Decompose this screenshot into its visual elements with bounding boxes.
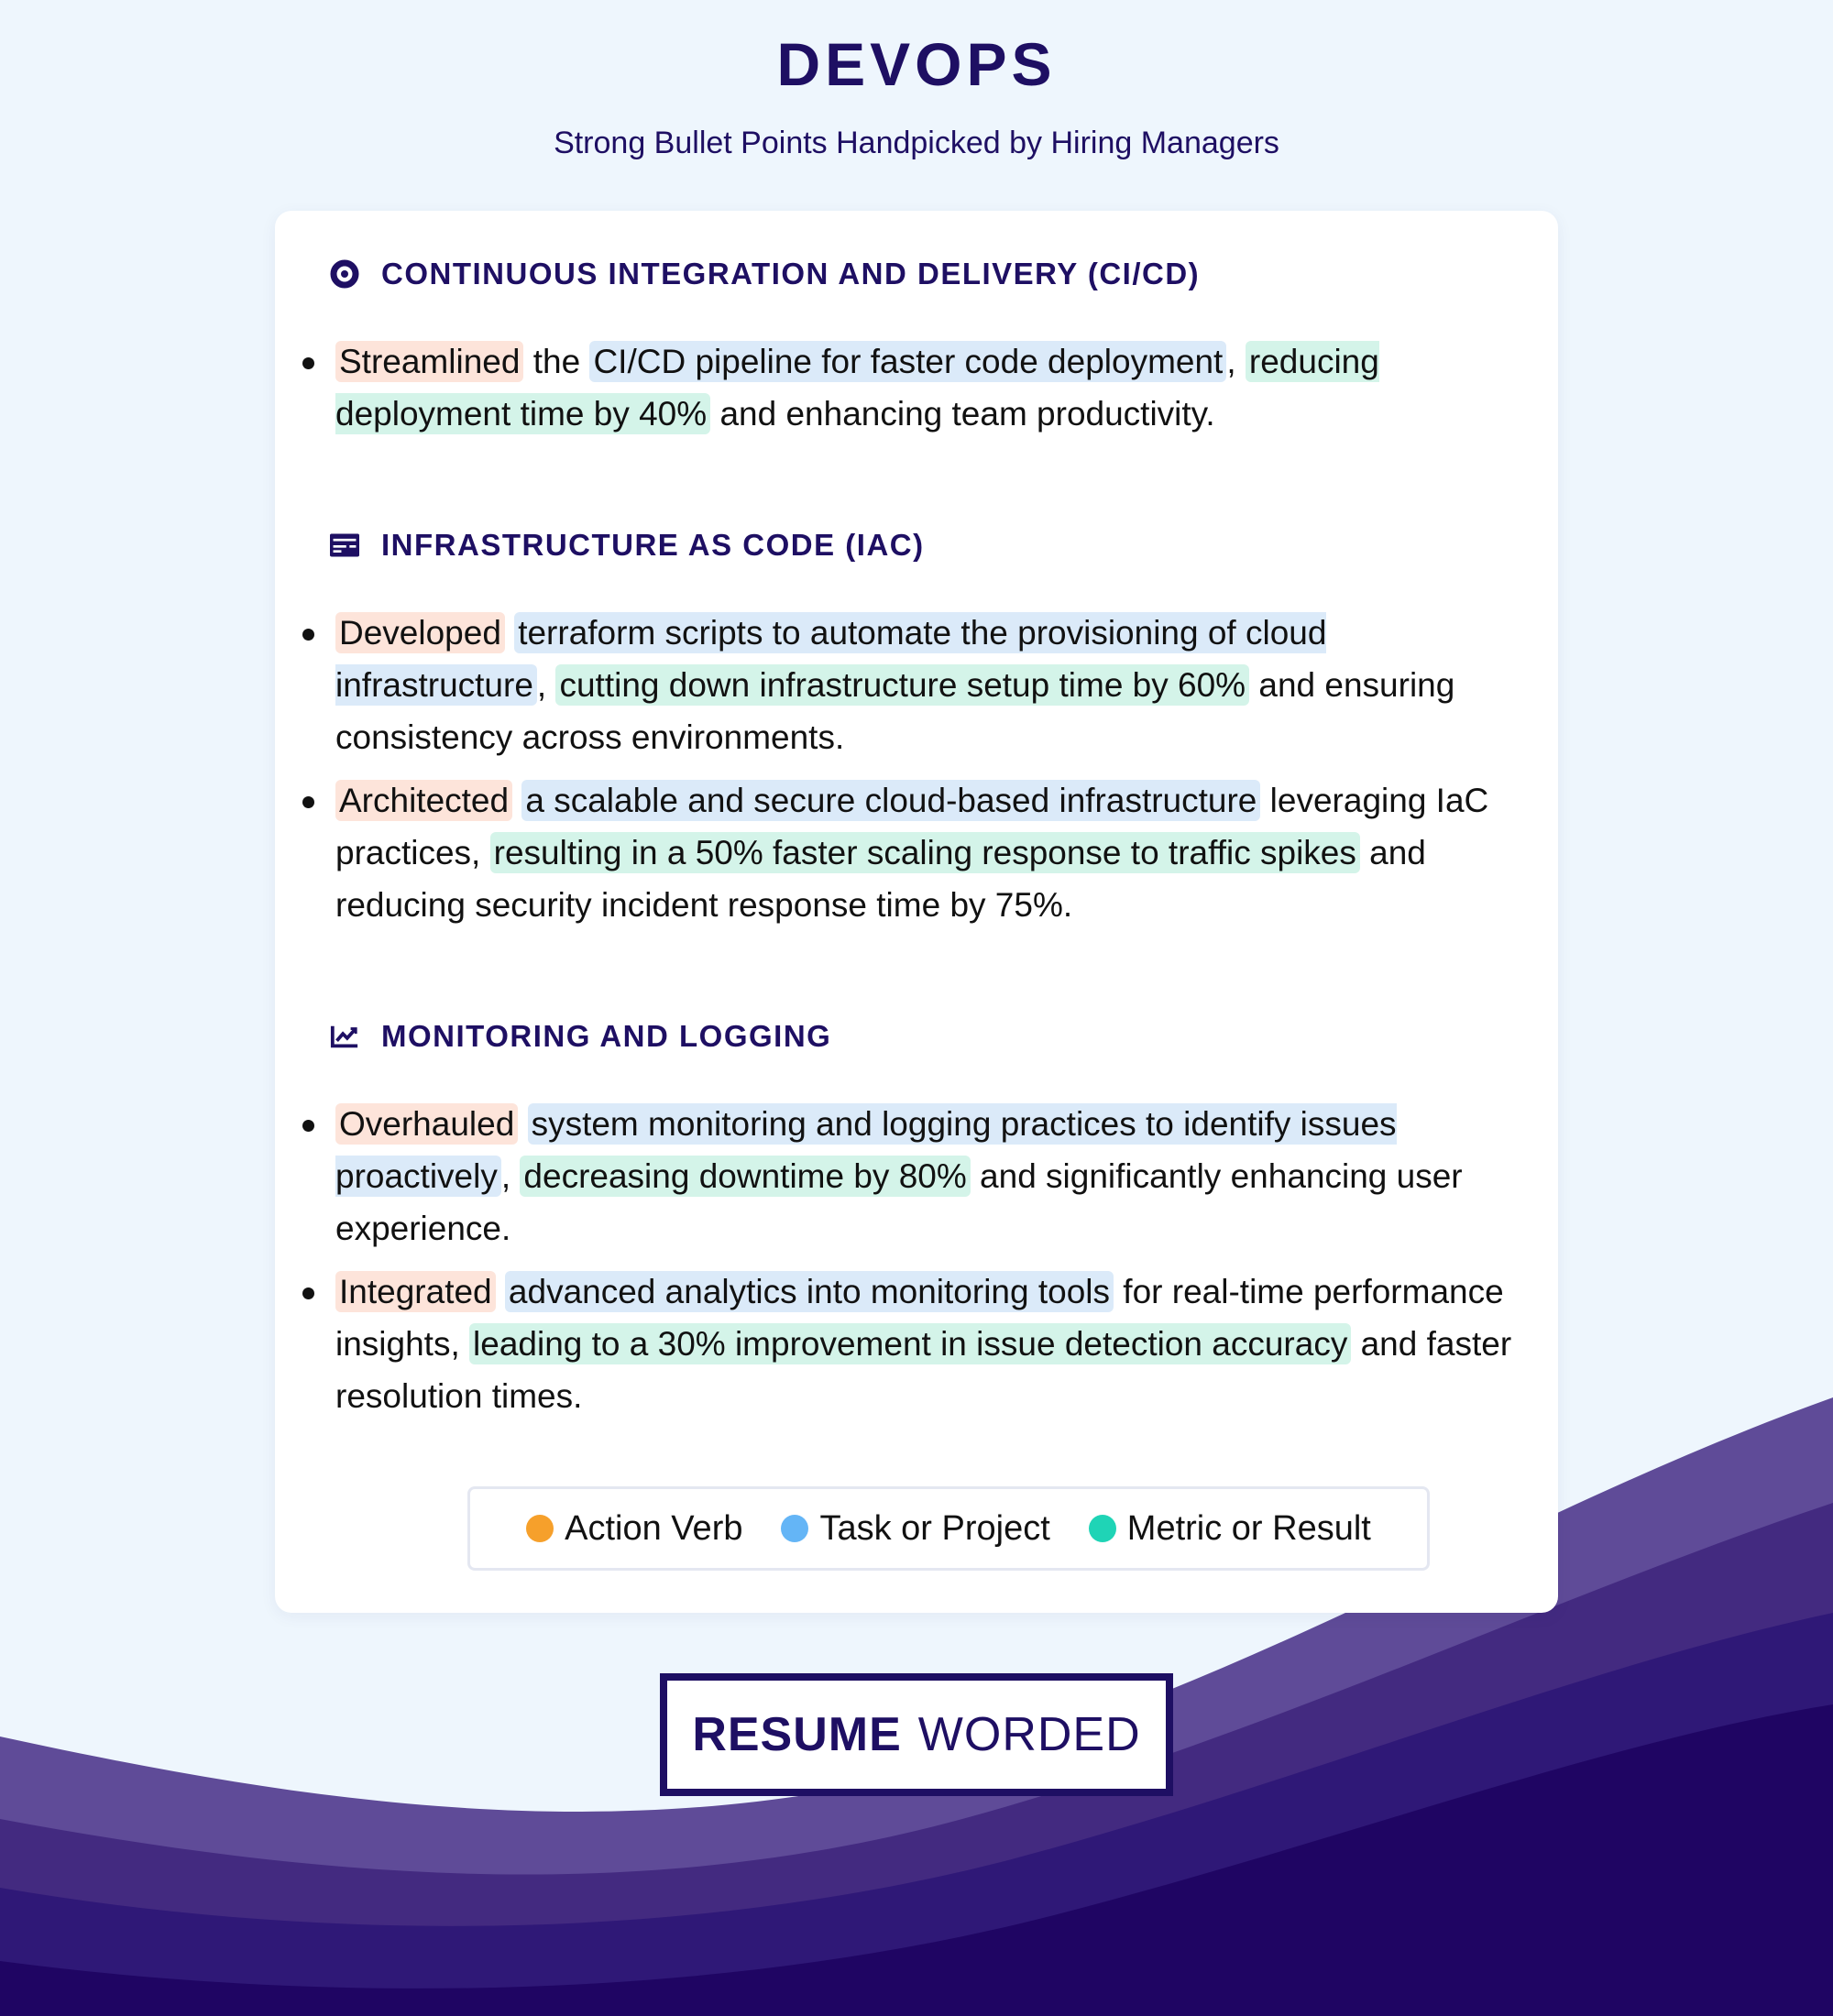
bullet-text: and ensuring consistency across environments. bbox=[335, 666, 1455, 756]
task-highlight: system monitoring and logging practices to identify issues proactively bbox=[335, 1105, 1397, 1195]
bullet-text: and significantly enhancing user experience. bbox=[335, 1157, 1463, 1247]
resume-worded-logo[interactable] bbox=[660, 1673, 1173, 1796]
action-verb-highlight: Developed bbox=[335, 612, 505, 653]
section-header bbox=[330, 522, 925, 568]
bullet-item bbox=[275, 607, 1558, 763]
bullet-dot bbox=[302, 1120, 314, 1132]
metric-highlight: leading to a 30% improvement in issue detection accuracy bbox=[469, 1323, 1351, 1364]
bullet-text: leveraging IaC practices, bbox=[335, 782, 1489, 871]
bullet-text: and enhancing team productivity. bbox=[710, 395, 1215, 433]
action-verb-highlight: Streamlined bbox=[335, 341, 523, 382]
bullet-text bbox=[496, 1273, 505, 1310]
task-highlight: a scalable and secure cloud-based infrastructure bbox=[521, 780, 1260, 821]
bullet-text bbox=[505, 614, 514, 652]
line-chart-icon bbox=[330, 1022, 359, 1051]
section-title: CONTINUOUS INTEGRATION AND DELIVERY (CI/CD) bbox=[381, 257, 1201, 290]
bullet-dot bbox=[302, 1287, 314, 1299]
bullet-dot bbox=[302, 357, 314, 369]
server-icon bbox=[330, 531, 359, 560]
legend-item-task-or-project bbox=[781, 1509, 1049, 1549]
legend-label: Metric or Result bbox=[1126, 1508, 1371, 1548]
section-title: INFRASTRUCTURE AS CODE (IAC) bbox=[381, 528, 925, 562]
action-verb-highlight: Integrated bbox=[335, 1271, 496, 1312]
legend-label: Action Verb bbox=[565, 1508, 743, 1548]
bullet-item bbox=[275, 335, 1558, 440]
page-header bbox=[0, 27, 1833, 163]
bullet-list bbox=[275, 335, 1558, 451]
page-title: DEVOPS bbox=[776, 30, 1057, 98]
highlight-legend bbox=[467, 1486, 1430, 1571]
bullet-item bbox=[275, 1098, 1558, 1255]
bullet-text: and faster resolution times. bbox=[335, 1325, 1512, 1415]
action-verb-highlight: Overhauled bbox=[335, 1103, 518, 1145]
legend-label: Task or Project bbox=[819, 1508, 1050, 1548]
bullet-text: and reducing security incident response time by 75%. bbox=[335, 834, 1426, 924]
bullet-text: for real-time performance insights, bbox=[335, 1273, 1504, 1363]
action-verb-highlight: Architected bbox=[335, 780, 512, 821]
bullet-item bbox=[275, 774, 1558, 931]
bullet-item bbox=[275, 1265, 1558, 1422]
task-highlight: advanced analytics into monitoring tools bbox=[505, 1271, 1114, 1312]
bullet-points-card bbox=[275, 211, 1558, 1613]
legend-item-action-verb bbox=[526, 1509, 742, 1549]
task-highlight: CI/CD pipeline for faster code deployment bbox=[589, 341, 1226, 382]
target-icon bbox=[330, 259, 359, 289]
metric-highlight: resulting in a 50% faster scaling response to traffic spikes bbox=[490, 832, 1360, 873]
bullet-text bbox=[512, 782, 521, 819]
section-header bbox=[330, 251, 1200, 297]
legend-item-metric-or-result bbox=[1089, 1509, 1371, 1549]
logo-word-regular: WORDED bbox=[917, 1708, 1141, 1761]
metric-highlight: decreasing downtime by 80% bbox=[520, 1156, 970, 1197]
logo-word-bold: RESUME bbox=[692, 1708, 902, 1761]
bullet-list bbox=[275, 607, 1558, 942]
bullet-text: , bbox=[536, 666, 556, 704]
legend-dot bbox=[1089, 1515, 1116, 1542]
bullet-text: , bbox=[500, 1157, 521, 1195]
legend-dot bbox=[526, 1515, 554, 1542]
section-header bbox=[330, 1013, 831, 1059]
bullet-dot bbox=[302, 629, 314, 641]
task-highlight: terraform scripts to automate the provisioning of cloud infrastructure bbox=[335, 614, 1327, 704]
bullet-text: , bbox=[1226, 343, 1246, 380]
bullet-text: the bbox=[523, 343, 590, 380]
bullet-list bbox=[275, 1098, 1558, 1433]
metric-highlight: reducing deployment time by 40% bbox=[335, 343, 1379, 433]
legend-dot bbox=[781, 1515, 808, 1542]
section-title: MONITORING AND LOGGING bbox=[381, 1019, 832, 1053]
bullet-text bbox=[518, 1105, 527, 1143]
metric-highlight: cutting down infrastructure setup time by 60% bbox=[555, 664, 1249, 706]
bullet-dot bbox=[302, 796, 314, 808]
page-subtitle: Strong Bullet Points Handpicked by Hiring Managers bbox=[554, 126, 1279, 160]
